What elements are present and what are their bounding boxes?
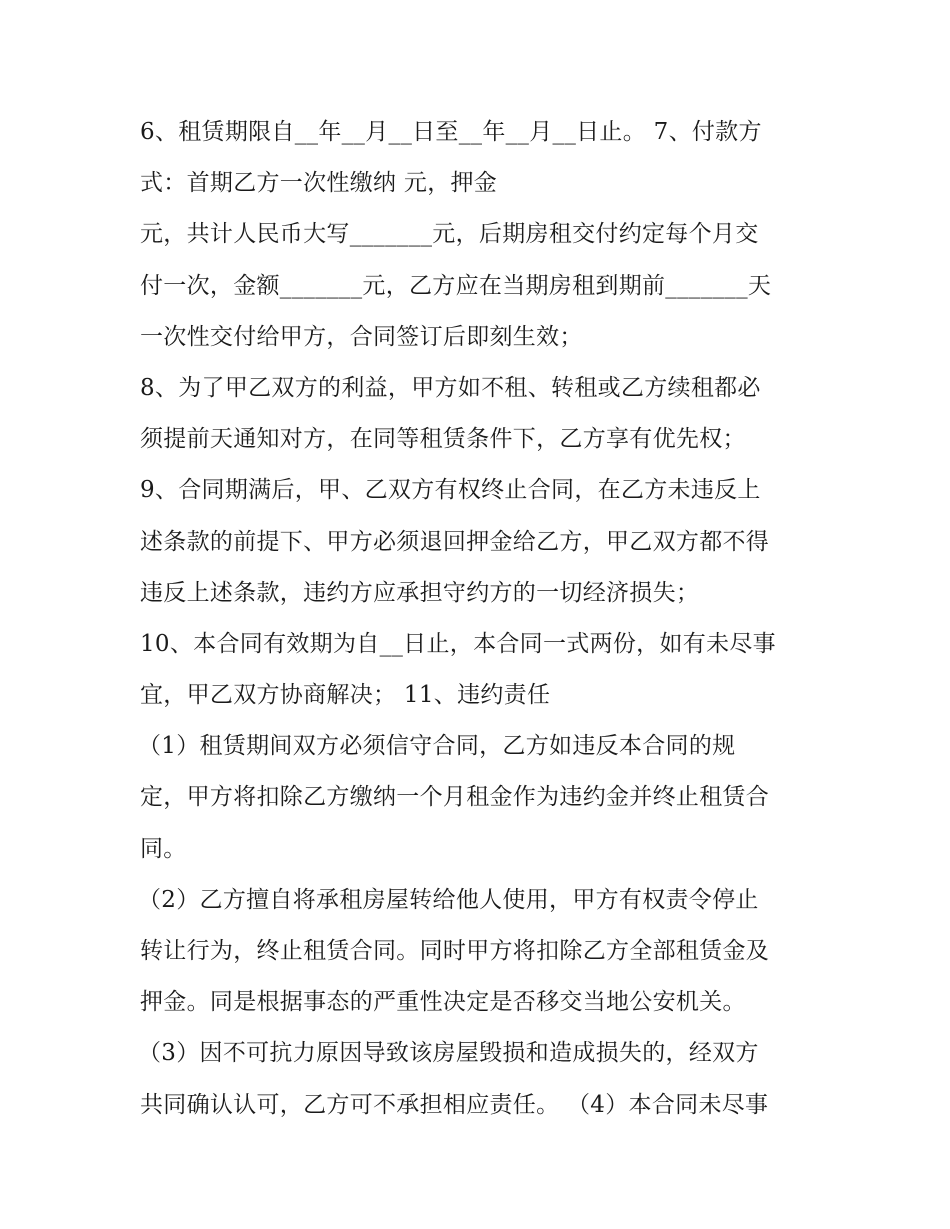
text-line: 一次性交付给甲方，合同签订后即刻生效；	[140, 323, 583, 350]
text-line: 述条款的前提下、甲方必须退回押金给乙方，甲乙双方都不得	[140, 528, 770, 555]
text-line: 转让行为，终止租赁合同。同时甲方将扣除乙方全部租赁金及	[140, 938, 770, 964]
text-line: 8、为了甲乙双方的利益，甲方如不租、转租或乙方续租都必	[140, 374, 761, 401]
text-line: 式：首期乙方一次性缴纳 元，押金	[140, 170, 498, 197]
text-line: （1）租赁期间双方必须信守合同，乙方如违反本合同的规	[138, 733, 736, 760]
text-line: 6、租赁期限自__年__月__日至__年__月__日止。 7、付款方	[140, 119, 762, 145]
text-line: 同。	[140, 835, 187, 862]
text-line: 元，共计人民币大写_______元，后期房租交付约定每个月交	[140, 221, 759, 248]
text-line: 共同确认认可，乙方可不承担相应责任。 （4）本合同未尽事	[140, 1091, 769, 1118]
text-line: 须提前天通知对方，在同等租赁条件下，乙方享有优先权；	[140, 426, 746, 453]
text-line: （2）乙方擅自将承租房屋转给他人使用，甲方有权责令停止	[138, 886, 759, 913]
text-line: 定，甲方将扣除乙方缴纳一个月租金作为违约金并终止租赁合	[140, 784, 770, 811]
contract-text-body	[140, 107, 820, 1131]
text-line: 10、本合同有效期为自__日止，本合同一式两份，如有未尽事	[140, 630, 776, 657]
text-line: 宜，甲乙双方协商解决； 11、违约责任	[140, 682, 551, 709]
text-line: 违反上述条款，违约方应承担守约方的一切经济损失；	[140, 579, 700, 606]
text-line: 押金。同是根据事态的严重性决定是否移交当地公安机关。	[140, 989, 746, 1016]
text-line: 9、合同期满后，甲、乙双方有权终止合同，在乙方未违反上	[140, 477, 761, 504]
text-line: （3）因不可抗力原因导致该房屋毁损和造成损失的，经双方	[138, 1040, 759, 1067]
text-line: 付一次，金额_______元，乙方应在当期房租到期前_______天	[140, 272, 772, 299]
